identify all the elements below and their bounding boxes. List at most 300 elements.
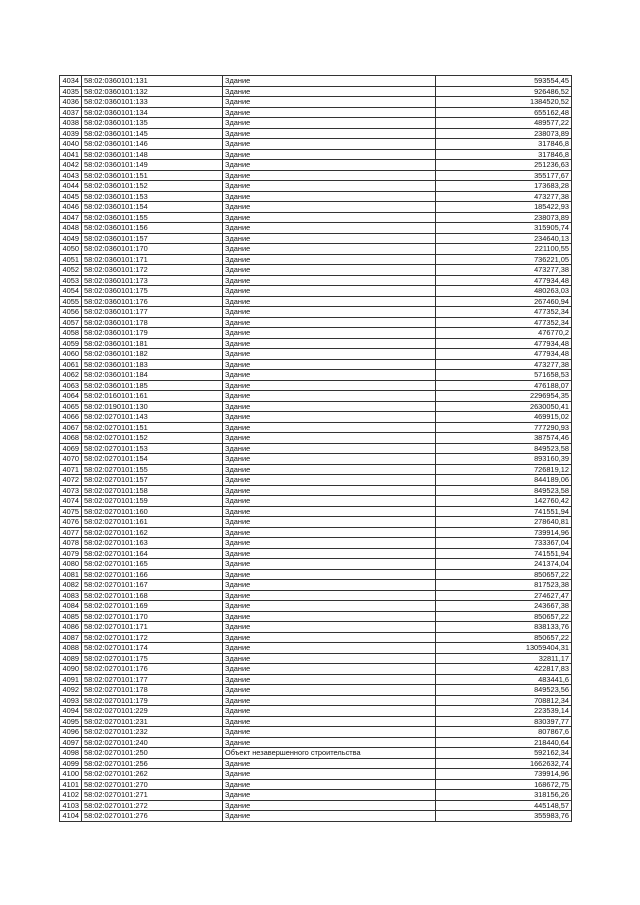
row-number-cell: 4046 bbox=[60, 202, 82, 213]
cadastral-value-cell: 218440,64 bbox=[436, 737, 572, 748]
object-type-cell: Здание bbox=[223, 559, 436, 570]
table-row bbox=[60, 716, 572, 727]
object-type-cell: Здание bbox=[223, 643, 436, 654]
row-number-cell: 4072 bbox=[60, 475, 82, 486]
row-number-cell: 4041 bbox=[60, 149, 82, 160]
cadastral-number-cell: 58:02:0360101:176 bbox=[82, 296, 223, 307]
table-row bbox=[60, 212, 572, 223]
row-number-cell: 4097 bbox=[60, 737, 82, 748]
object-type-cell: Здание bbox=[223, 590, 436, 601]
cadastral-value-cell: 243667,38 bbox=[436, 601, 572, 612]
row-number-cell: 4065 bbox=[60, 401, 82, 412]
object-type-cell: Здание bbox=[223, 202, 436, 213]
row-number-cell: 4096 bbox=[60, 727, 82, 738]
object-type-cell: Здание bbox=[223, 401, 436, 412]
row-number-cell: 4089 bbox=[60, 653, 82, 664]
row-number-cell: 4086 bbox=[60, 622, 82, 633]
table-row bbox=[60, 128, 572, 139]
cadastral-value-cell: 387574,46 bbox=[436, 433, 572, 444]
cadastral-value-cell: 1384520,52 bbox=[436, 97, 572, 108]
cadastral-number-cell: 58:02:0360101:149 bbox=[82, 160, 223, 171]
object-type-cell: Здание bbox=[223, 653, 436, 664]
row-number-cell: 4043 bbox=[60, 170, 82, 181]
table-row bbox=[60, 769, 572, 780]
cadastral-number-cell: 58:02:0360101:156 bbox=[82, 223, 223, 234]
row-number-cell: 4080 bbox=[60, 559, 82, 570]
cadastral-value-cell: 733367,04 bbox=[436, 538, 572, 549]
cadastral-value-cell: 489577,22 bbox=[436, 118, 572, 129]
cadastral-value-cell: 251236,63 bbox=[436, 160, 572, 171]
row-number-cell: 4058 bbox=[60, 328, 82, 339]
row-number-cell: 4081 bbox=[60, 569, 82, 580]
table-row bbox=[60, 779, 572, 790]
row-number-cell: 4048 bbox=[60, 223, 82, 234]
table-row bbox=[60, 664, 572, 675]
row-number-cell: 4038 bbox=[60, 118, 82, 129]
cadastral-number-cell: 58:02:0360101:184 bbox=[82, 370, 223, 381]
row-number-cell: 4093 bbox=[60, 695, 82, 706]
cadastral-value-cell: 274627,47 bbox=[436, 590, 572, 601]
table-row bbox=[60, 622, 572, 633]
cadastral-value-cell: 736221,05 bbox=[436, 254, 572, 265]
object-type-cell: Здание bbox=[223, 328, 436, 339]
cadastral-value-cell: 850657,22 bbox=[436, 632, 572, 643]
row-number-cell: 4070 bbox=[60, 454, 82, 465]
cadastral-value-cell: 315905,74 bbox=[436, 223, 572, 234]
object-type-cell: Здание bbox=[223, 338, 436, 349]
object-type-cell: Здание bbox=[223, 139, 436, 150]
row-number-cell: 4063 bbox=[60, 380, 82, 391]
cadastral-number-cell: 58:02:0270101:270 bbox=[82, 779, 223, 790]
row-number-cell: 4092 bbox=[60, 685, 82, 696]
cadastral-value-cell: 221100,55 bbox=[436, 244, 572, 255]
row-number-cell: 4079 bbox=[60, 548, 82, 559]
row-number-cell: 4073 bbox=[60, 485, 82, 496]
table-row bbox=[60, 454, 572, 465]
cadastral-number-cell: 58:02:0360101:133 bbox=[82, 97, 223, 108]
object-type-cell: Здание bbox=[223, 422, 436, 433]
object-type-cell: Здание bbox=[223, 548, 436, 559]
cadastral-value-cell: 849523,58 bbox=[436, 485, 572, 496]
table-row bbox=[60, 433, 572, 444]
cadastral-value-cell: 477934,48 bbox=[436, 338, 572, 349]
row-number-cell: 4100 bbox=[60, 769, 82, 780]
object-type-cell: Здание bbox=[223, 611, 436, 622]
object-type-cell: Здание bbox=[223, 86, 436, 97]
table-row bbox=[60, 349, 572, 360]
cadastral-number-cell: 58:02:0360101:170 bbox=[82, 244, 223, 255]
row-number-cell: 4101 bbox=[60, 779, 82, 790]
cadastral-number-cell: 58:02:0270101:276 bbox=[82, 811, 223, 822]
cadastral-value-cell: 476770,2 bbox=[436, 328, 572, 339]
table-row bbox=[60, 496, 572, 507]
object-type-cell: Здание bbox=[223, 790, 436, 801]
cadastral-value-cell: 238073,89 bbox=[436, 212, 572, 223]
row-number-cell: 4035 bbox=[60, 86, 82, 97]
cadastral-value-cell: 422817,83 bbox=[436, 664, 572, 675]
table-row bbox=[60, 590, 572, 601]
cadastral-value-cell: 477352,34 bbox=[436, 317, 572, 328]
object-type-cell: Здание bbox=[223, 464, 436, 475]
cadastral-value-cell: 850657,22 bbox=[436, 611, 572, 622]
object-type-cell: Здание bbox=[223, 275, 436, 286]
cadastral-number-cell: 58:02:0360101:185 bbox=[82, 380, 223, 391]
cadastral-number-cell: 58:02:0270101:162 bbox=[82, 527, 223, 538]
row-number-cell: 4062 bbox=[60, 370, 82, 381]
row-number-cell: 4049 bbox=[60, 233, 82, 244]
table-row bbox=[60, 706, 572, 717]
cadastral-number-cell: 58:02:0270101:164 bbox=[82, 548, 223, 559]
cadastral-number-cell: 58:02:0360101:145 bbox=[82, 128, 223, 139]
row-number-cell: 4055 bbox=[60, 296, 82, 307]
row-number-cell: 4082 bbox=[60, 580, 82, 591]
cadastral-value-cell: 830397,77 bbox=[436, 716, 572, 727]
object-type-cell: Здание bbox=[223, 349, 436, 360]
row-number-cell: 4066 bbox=[60, 412, 82, 423]
row-number-cell: 4061 bbox=[60, 359, 82, 370]
object-type-cell: Здание bbox=[223, 769, 436, 780]
table-row bbox=[60, 328, 572, 339]
object-type-cell: Здание bbox=[223, 601, 436, 612]
cadastral-number-cell: 58:02:0360101:154 bbox=[82, 202, 223, 213]
cadastral-number-cell: 58:02:0360101:179 bbox=[82, 328, 223, 339]
object-type-cell: Здание bbox=[223, 454, 436, 465]
cadastral-number-cell: 58:02:0270101:151 bbox=[82, 422, 223, 433]
table-row bbox=[60, 275, 572, 286]
table-row bbox=[60, 149, 572, 160]
row-number-cell: 4059 bbox=[60, 338, 82, 349]
cadastral-value-cell: 1662632,74 bbox=[436, 758, 572, 769]
table-row bbox=[60, 401, 572, 412]
table-row bbox=[60, 181, 572, 192]
cadastral-number-cell: 58:02:0270101:155 bbox=[82, 464, 223, 475]
row-number-cell: 4103 bbox=[60, 800, 82, 811]
cadastral-value-cell: 267460,94 bbox=[436, 296, 572, 307]
object-type-cell: Здание bbox=[223, 317, 436, 328]
cadastral-value-cell: 355983,76 bbox=[436, 811, 572, 822]
object-type-cell: Здание bbox=[223, 779, 436, 790]
row-number-cell: 4064 bbox=[60, 391, 82, 402]
cadastral-value-cell: 838133,76 bbox=[436, 622, 572, 633]
table-row bbox=[60, 601, 572, 612]
cadastral-number-cell: 58:02:0270101:158 bbox=[82, 485, 223, 496]
table-row bbox=[60, 559, 572, 570]
object-type-cell: Объект незавершенного строительства bbox=[223, 748, 436, 759]
row-number-cell: 4042 bbox=[60, 160, 82, 171]
object-type-cell: Здание bbox=[223, 485, 436, 496]
object-type-cell: Здание bbox=[223, 527, 436, 538]
cadastral-number-cell: 58:02:0270101:174 bbox=[82, 643, 223, 654]
cadastral-value-cell: 571658,53 bbox=[436, 370, 572, 381]
table-row bbox=[60, 296, 572, 307]
cadastral-value-cell: 223539,14 bbox=[436, 706, 572, 717]
cadastral-number-cell: 58:02:0270101:167 bbox=[82, 580, 223, 591]
cadastral-number-cell: 58:02:0270101:229 bbox=[82, 706, 223, 717]
table-row bbox=[60, 527, 572, 538]
cadastral-number-cell: 58:02:0270101:153 bbox=[82, 443, 223, 454]
cadastral-number-cell: 58:02:0270101:272 bbox=[82, 800, 223, 811]
row-number-cell: 4069 bbox=[60, 443, 82, 454]
table-row bbox=[60, 139, 572, 150]
object-type-cell: Здание bbox=[223, 107, 436, 118]
cadastral-number-cell: 58:02:0270101:165 bbox=[82, 559, 223, 570]
row-number-cell: 4034 bbox=[60, 76, 82, 87]
cadastral-value-cell: 477352,34 bbox=[436, 307, 572, 318]
object-type-cell: Здание bbox=[223, 569, 436, 580]
object-type-cell: Здание bbox=[223, 76, 436, 87]
object-type-cell: Здание bbox=[223, 286, 436, 297]
cadastral-number-cell: 58:02:0270101:172 bbox=[82, 632, 223, 643]
cadastral-number-cell: 58:02:0360101:148 bbox=[82, 149, 223, 160]
table-row bbox=[60, 538, 572, 549]
row-number-cell: 4054 bbox=[60, 286, 82, 297]
object-type-cell: Здание bbox=[223, 307, 436, 318]
table-row bbox=[60, 160, 572, 171]
cadastral-number-cell: 58:02:0270101:159 bbox=[82, 496, 223, 507]
row-number-cell: 4037 bbox=[60, 107, 82, 118]
cadastral-number-cell: 58:02:0360101:153 bbox=[82, 191, 223, 202]
cadastral-number-cell: 58:02:0360101:131 bbox=[82, 76, 223, 87]
row-number-cell: 4091 bbox=[60, 674, 82, 685]
table-row bbox=[60, 223, 572, 234]
row-number-cell: 4039 bbox=[60, 128, 82, 139]
cadastral-value-cell: 2630050,41 bbox=[436, 401, 572, 412]
object-type-cell: Здание bbox=[223, 758, 436, 769]
cadastral-number-cell: 58:02:0270101:179 bbox=[82, 695, 223, 706]
cadastral-number-cell: 58:02:0270101:175 bbox=[82, 653, 223, 664]
cadastral-value-cell: 476188,07 bbox=[436, 380, 572, 391]
cadastral-value-cell: 445148,57 bbox=[436, 800, 572, 811]
object-type-cell: Здание bbox=[223, 128, 436, 139]
cadastral-number-cell: 58:02:0270101:157 bbox=[82, 475, 223, 486]
table-row bbox=[60, 443, 572, 454]
cadastral-value-cell: 173683,28 bbox=[436, 181, 572, 192]
row-number-cell: 4074 bbox=[60, 496, 82, 507]
table-row bbox=[60, 548, 572, 559]
object-type-cell: Здание bbox=[223, 170, 436, 181]
object-type-cell: Здание bbox=[223, 685, 436, 696]
cadastral-value-cell: 355177,67 bbox=[436, 170, 572, 181]
table-row bbox=[60, 286, 572, 297]
row-number-cell: 4040 bbox=[60, 139, 82, 150]
object-type-cell: Здание bbox=[223, 244, 436, 255]
cadastral-value-cell: 234640,13 bbox=[436, 233, 572, 244]
row-number-cell: 4083 bbox=[60, 590, 82, 601]
object-type-cell: Здание bbox=[223, 296, 436, 307]
cadastral-number-cell: 58:02:0270101:169 bbox=[82, 601, 223, 612]
table-row bbox=[60, 611, 572, 622]
cadastral-value-cell: 849523,56 bbox=[436, 685, 572, 696]
cadastral-number-cell: 58:02:0270101:176 bbox=[82, 664, 223, 675]
object-type-cell: Здание bbox=[223, 191, 436, 202]
object-type-cell: Здание bbox=[223, 706, 436, 717]
table-row bbox=[60, 76, 572, 87]
cadastral-value-cell: 318156,26 bbox=[436, 790, 572, 801]
object-type-cell: Здание bbox=[223, 517, 436, 528]
cadastral-number-cell: 58:02:0360101:182 bbox=[82, 349, 223, 360]
cadastral-value-cell: 473277,38 bbox=[436, 191, 572, 202]
table-body bbox=[60, 76, 572, 822]
table-row bbox=[60, 422, 572, 433]
object-type-cell: Здание bbox=[223, 695, 436, 706]
table-row bbox=[60, 685, 572, 696]
object-type-cell: Здание bbox=[223, 380, 436, 391]
cadastral-value-cell: 893160,39 bbox=[436, 454, 572, 465]
row-number-cell: 4088 bbox=[60, 643, 82, 654]
cadastral-value-cell: 483441,6 bbox=[436, 674, 572, 685]
cadastral-value-cell: 473277,38 bbox=[436, 359, 572, 370]
row-number-cell: 4098 bbox=[60, 748, 82, 759]
cadastral-value-cell: 926486,52 bbox=[436, 86, 572, 97]
cadastral-value-cell: 2296954,35 bbox=[436, 391, 572, 402]
cadastral-value-cell: 32811,17 bbox=[436, 653, 572, 664]
row-number-cell: 4044 bbox=[60, 181, 82, 192]
row-number-cell: 4050 bbox=[60, 244, 82, 255]
cadastral-value-cell: 480263,03 bbox=[436, 286, 572, 297]
cadastral-value-cell: 739914,96 bbox=[436, 527, 572, 538]
cadastral-number-cell: 58:02:0270101:232 bbox=[82, 727, 223, 738]
object-type-cell: Здание bbox=[223, 716, 436, 727]
cadastral-value-cell: 477934,48 bbox=[436, 349, 572, 360]
row-number-cell: 4095 bbox=[60, 716, 82, 727]
table-row bbox=[60, 695, 572, 706]
object-type-cell: Здание bbox=[223, 412, 436, 423]
table-row bbox=[60, 317, 572, 328]
cadastral-number-cell: 58:02:0270101:152 bbox=[82, 433, 223, 444]
table-row bbox=[60, 727, 572, 738]
cadastral-number-cell: 58:02:0270101:168 bbox=[82, 590, 223, 601]
table-row bbox=[60, 338, 572, 349]
row-number-cell: 4045 bbox=[60, 191, 82, 202]
cadastral-value-cell: 317846,8 bbox=[436, 139, 572, 150]
table-row bbox=[60, 97, 572, 108]
object-type-cell: Здание bbox=[223, 181, 436, 192]
table-row bbox=[60, 800, 572, 811]
cadastral-value-cell: 807867,6 bbox=[436, 727, 572, 738]
table-row bbox=[60, 748, 572, 759]
table-row bbox=[60, 202, 572, 213]
cadastral-number-cell: 58:02:0270101:171 bbox=[82, 622, 223, 633]
cadastral-value-cell: 844189,06 bbox=[436, 475, 572, 486]
row-number-cell: 4047 bbox=[60, 212, 82, 223]
cadastral-number-cell: 58:02:0190101:130 bbox=[82, 401, 223, 412]
cadastral-value-cell: 817523,38 bbox=[436, 580, 572, 591]
object-type-cell: Здание bbox=[223, 727, 436, 738]
cadastral-value-cell: 13059404,31 bbox=[436, 643, 572, 654]
cadastral-value-cell: 477934,48 bbox=[436, 275, 572, 286]
table-row bbox=[60, 307, 572, 318]
object-type-cell: Здание bbox=[223, 496, 436, 507]
table-row bbox=[60, 244, 572, 255]
cadastral-value-cell: 473277,38 bbox=[436, 265, 572, 276]
row-number-cell: 4056 bbox=[60, 307, 82, 318]
object-type-cell: Здание bbox=[223, 223, 436, 234]
cadastral-number-cell: 58:02:0360101:157 bbox=[82, 233, 223, 244]
table-row bbox=[60, 118, 572, 129]
cadastral-value-cell: 739914,96 bbox=[436, 769, 572, 780]
table-row bbox=[60, 653, 572, 664]
row-number-cell: 4036 bbox=[60, 97, 82, 108]
object-type-cell: Здание bbox=[223, 118, 436, 129]
cadastral-number-cell: 58:02:0160101:161 bbox=[82, 391, 223, 402]
cadastral-number-cell: 58:02:0270101:177 bbox=[82, 674, 223, 685]
row-number-cell: 4104 bbox=[60, 811, 82, 822]
cadastral-number-cell: 58:02:0270101:178 bbox=[82, 685, 223, 696]
table-row bbox=[60, 86, 572, 97]
cadastral-value-cell: 655162,48 bbox=[436, 107, 572, 118]
cadastral-number-cell: 58:02:0270101:143 bbox=[82, 412, 223, 423]
object-type-cell: Здание bbox=[223, 580, 436, 591]
table-row bbox=[60, 569, 572, 580]
table-row bbox=[60, 632, 572, 643]
table-row bbox=[60, 265, 572, 276]
object-type-cell: Здание bbox=[223, 254, 436, 265]
object-type-cell: Здание bbox=[223, 149, 436, 160]
object-type-cell: Здание bbox=[223, 265, 436, 276]
row-number-cell: 4057 bbox=[60, 317, 82, 328]
table-row bbox=[60, 475, 572, 486]
cadastral-value-cell: 317846,8 bbox=[436, 149, 572, 160]
object-type-cell: Здание bbox=[223, 391, 436, 402]
cadastral-value-cell: 726819,12 bbox=[436, 464, 572, 475]
table-row bbox=[60, 580, 572, 591]
cadastral-number-cell: 58:02:0270101:161 bbox=[82, 517, 223, 528]
object-type-cell: Здание bbox=[223, 443, 436, 454]
cadastral-number-cell: 58:02:0270101:163 bbox=[82, 538, 223, 549]
row-number-cell: 4076 bbox=[60, 517, 82, 528]
table-row bbox=[60, 391, 572, 402]
object-type-cell: Здание bbox=[223, 622, 436, 633]
cadastral-value-cell: 241374,04 bbox=[436, 559, 572, 570]
table-row bbox=[60, 191, 572, 202]
cadastral-number-cell: 58:02:0270101:250 bbox=[82, 748, 223, 759]
cadastral-value-cell: 850657,22 bbox=[436, 569, 572, 580]
cadastral-number-cell: 58:02:0270101:166 bbox=[82, 569, 223, 580]
cadastral-number-cell: 58:02:0360101:152 bbox=[82, 181, 223, 192]
cadastral-number-cell: 58:02:0360101:151 bbox=[82, 170, 223, 181]
cadastral-number-cell: 58:02:0360101:178 bbox=[82, 317, 223, 328]
cadastral-number-cell: 58:02:0360101:181 bbox=[82, 338, 223, 349]
cadastral-value-cell: 849523,58 bbox=[436, 443, 572, 454]
row-number-cell: 4094 bbox=[60, 706, 82, 717]
object-type-cell: Здание bbox=[223, 506, 436, 517]
object-type-cell: Здание bbox=[223, 538, 436, 549]
row-number-cell: 4087 bbox=[60, 632, 82, 643]
cadastral-number-cell: 58:02:0360101:177 bbox=[82, 307, 223, 318]
table-row bbox=[60, 811, 572, 822]
row-number-cell: 4052 bbox=[60, 265, 82, 276]
cadastral-number-cell: 58:02:0270101:160 bbox=[82, 506, 223, 517]
cadastral-number-cell: 58:02:0270101:262 bbox=[82, 769, 223, 780]
cadastral-number-cell: 58:02:0270101:271 bbox=[82, 790, 223, 801]
object-type-cell: Здание bbox=[223, 160, 436, 171]
row-number-cell: 4053 bbox=[60, 275, 82, 286]
row-number-cell: 4068 bbox=[60, 433, 82, 444]
object-type-cell: Здание bbox=[223, 632, 436, 643]
row-number-cell: 4085 bbox=[60, 611, 82, 622]
cadastral-value-cell: 741551,94 bbox=[436, 548, 572, 559]
table-row bbox=[60, 233, 572, 244]
row-number-cell: 4071 bbox=[60, 464, 82, 475]
cadastral-value-cell: 469915,02 bbox=[436, 412, 572, 423]
row-number-cell: 4090 bbox=[60, 664, 82, 675]
table-row bbox=[60, 464, 572, 475]
cadastral-number-cell: 58:02:0270101:154 bbox=[82, 454, 223, 465]
cadastral-value-cell: 185422,93 bbox=[436, 202, 572, 213]
cadastral-number-cell: 58:02:0360101:146 bbox=[82, 139, 223, 150]
cadastral-value-cell: 708812,34 bbox=[436, 695, 572, 706]
cadastral-number-cell: 58:02:0270101:231 bbox=[82, 716, 223, 727]
